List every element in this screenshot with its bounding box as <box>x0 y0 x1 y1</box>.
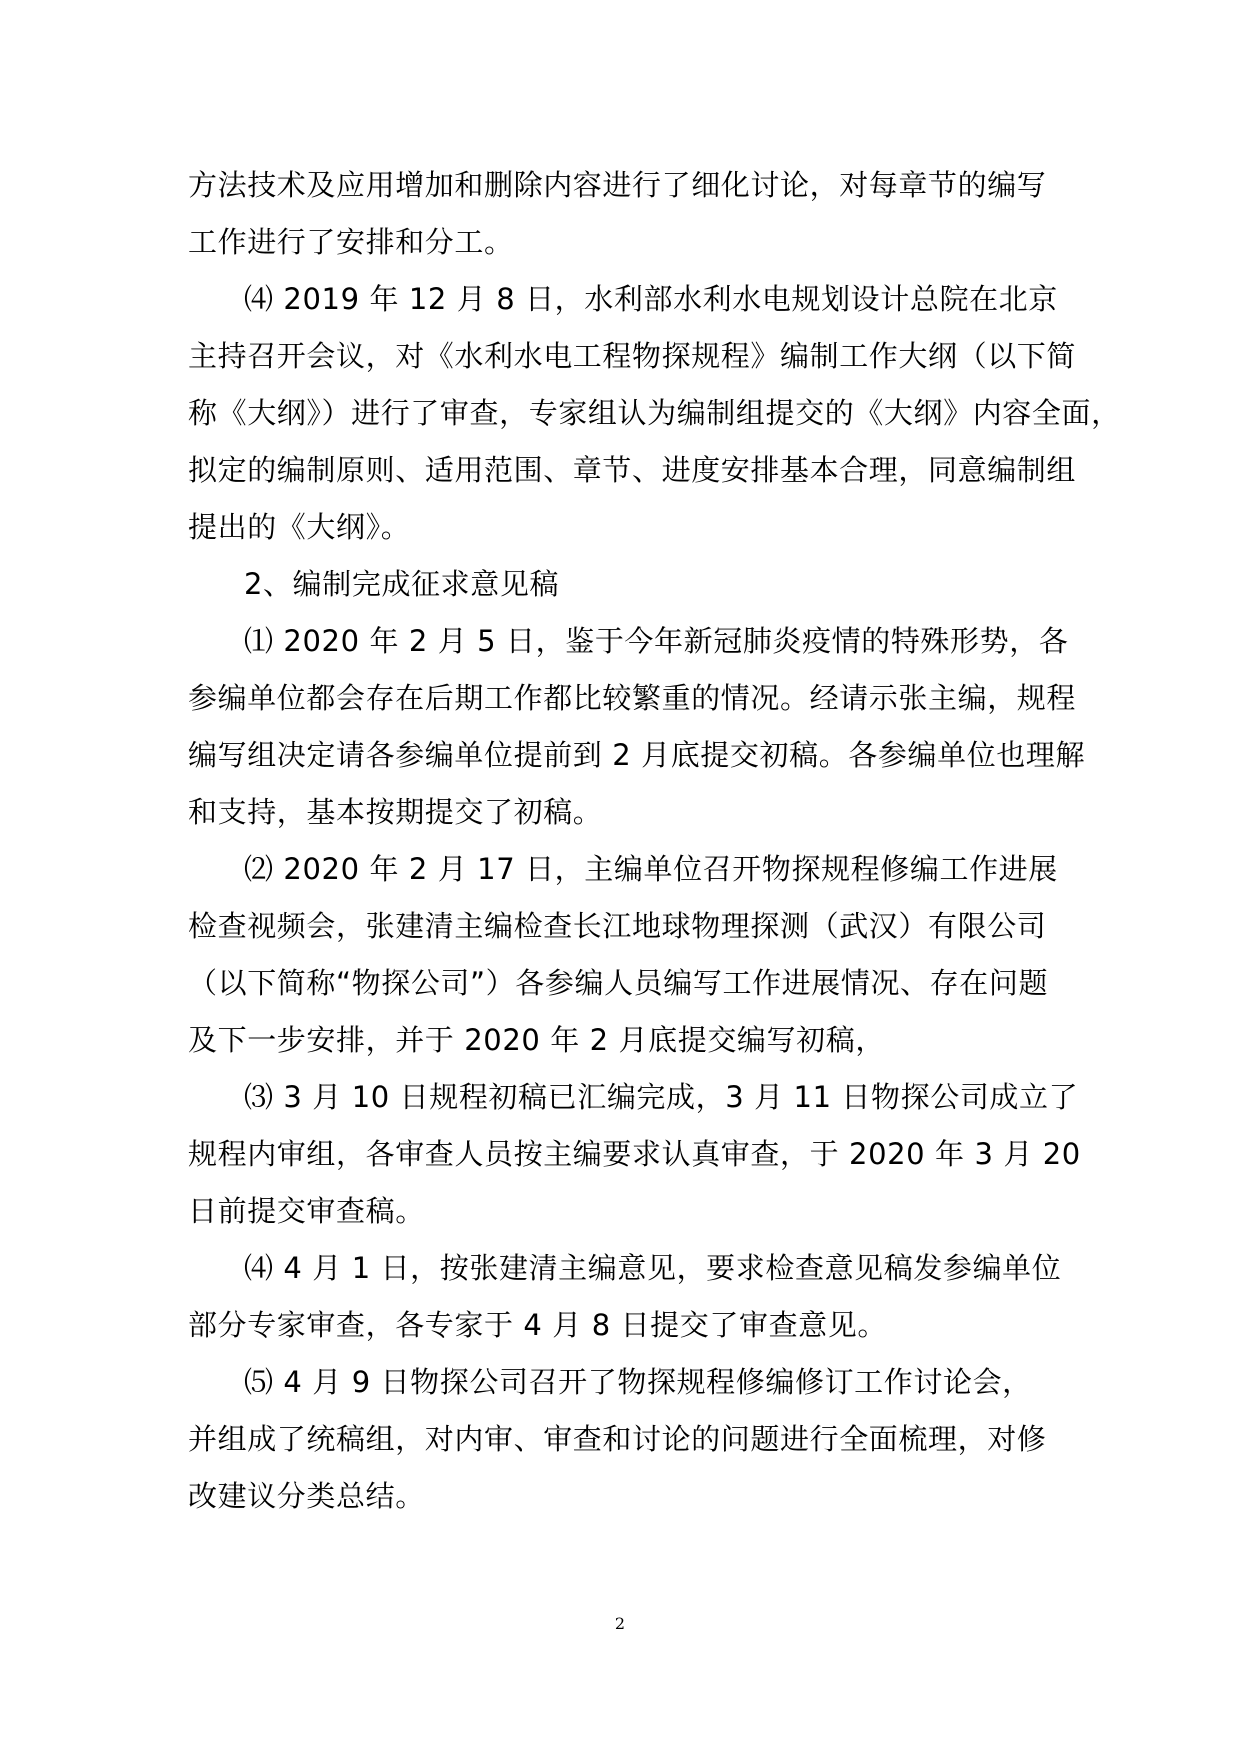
text-line-1: 方法技术及应用增加和删除内容进行了细化讨论，对每章节的编写 <box>188 168 1047 202</box>
text-line-16: 及下一步安排，并于 2020 年 2 月底提交编写初稿， <box>188 1023 885 1057</box>
page-number: 2 <box>614 1614 626 1633</box>
text-line-17: ⑶ 3 月 10 日规程初稿已汇编完成，3 月 11 日物探公司成立了 <box>244 1080 1079 1114</box>
text-line-23: 并组成了统稿组，对内审、审查和讨论的问题进行全面梳理，对修 <box>188 1422 1047 1456</box>
text-line-10: 参编单位都会存在后期工作都比较繁重的情况。经请示张主编，规程 <box>188 681 1077 715</box>
text-line-12: 和支持，基本按期提交了初稿。 <box>188 795 603 829</box>
text-line-13: ⑵ 2020 年 2 月 17 日，主编单位召开物探规程修编工作进展 <box>244 852 1058 886</box>
text-line-21: 部分专家审查，各专家于 4 月 8 日提交了审查意见。 <box>188 1308 887 1342</box>
text-line-9: ⑴ 2020 年 2 月 5 日，鉴于今年新冠肺炎疫情的特殊形势，各 <box>244 624 1069 658</box>
text-line-15: （以下简称“物探公司”）各参编人员编写工作进展情况、存在问题 <box>188 966 1049 1000</box>
text-line-4: 主持召开会议，对《水利水电工程物探规程》编制工作大纲（以下简 <box>188 339 1077 373</box>
text-line-2: 工作进行了安排和分工。 <box>188 225 514 259</box>
section-heading: 2、编制完成征求意见稿 <box>244 567 560 601</box>
text-line-14: 检查视频会，张建清主编检查长江地球物理探测（武汉）有限公司 <box>188 909 1047 943</box>
text-line-6: 拟定的编制原则、适用范围、章节、进度安排基本合理，同意编制组 <box>188 453 1077 487</box>
text-line-3: ⑷ 2019 年 12 月 8 日，水利部水利水电规划设计总院在北京 <box>244 282 1058 316</box>
text-line-20: ⑷ 4 月 1 日，按张建清主编意见，要求检查意见稿发参编单位 <box>244 1251 1062 1285</box>
text-line-11: 编写组决定请各参编单位提前到 2 月底提交初稿。各参编单位也理解 <box>188 738 1086 772</box>
text-line-19: 日前提交审查稿。 <box>188 1194 425 1228</box>
text-line-24: 改建议分类总结。 <box>188 1479 425 1513</box>
text-line-5: 称《大纲》）进行了审查，专家组认为编制组提交的《大纲》内容全面， <box>188 396 1121 430</box>
text-line-7: 提出的《大纲》。 <box>188 510 411 544</box>
text-line-18: 规程内审组，各审查人员按主编要求认真审查，于 2020 年 3 月 20 <box>188 1137 1081 1171</box>
text-line-22: ⑸ 4 月 9 日物探公司召开了物探规程修编修订工作讨论会， <box>244 1365 1032 1399</box>
